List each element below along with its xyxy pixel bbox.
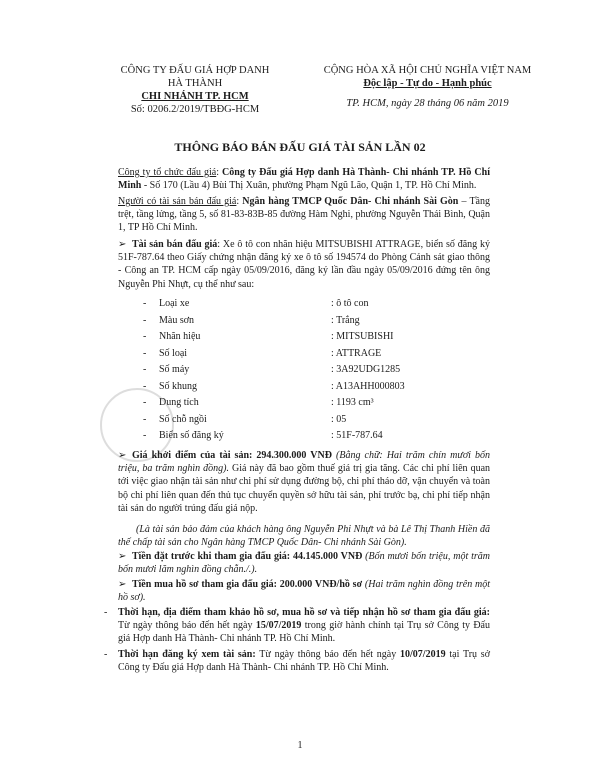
spec-row: - Nhãn hiệu : MITSUBISHI xyxy=(143,329,443,346)
document-date: TP. HCM, ngày 28 tháng 06 năm 2019 xyxy=(346,98,509,109)
deposit-paragraph xyxy=(118,550,490,576)
org-name: Công ty Đấu giá Hợp danh Hà Thành- Chi nhánh TP. Hồ Chí Minh xyxy=(118,167,490,192)
national-title: CỘNG HÒA XÃ HỘI CHỦ NGHĨA VIỆT NAM xyxy=(323,65,532,76)
company-header xyxy=(120,64,270,116)
spec-row: - Dung tích : 1193 cm³ xyxy=(143,395,443,412)
time-place-label: Thời hạn, địa điểm tham khảo hồ sơ, mua hồ sơ và tiếp nhận hồ sơ tham gia đấu giá: xyxy=(118,607,490,618)
owner-paragraph: Người có tài sản bán đấu giá: Ngân hàng TMCP Quốc Dân- Chi nhánh Sài Gòn – Tầng trệt, tầng lửng, tầng 5, số 81-83-83B-85 đường Hàm Nghi, phường Nguyễn Thái Bình, Quận 1, TP Hồ Chí Minh. xyxy=(118,196,490,234)
spec-value: : 05 xyxy=(331,413,347,425)
dossier-fee-paragraph xyxy=(118,578,490,604)
spec-row: - Số máy : 3A92UDG1285 xyxy=(143,362,443,379)
registration-date: 10/07/2019 xyxy=(400,649,446,660)
start-price-label: Giá khởi điểm của tài sản: 294.300.000 VNĐ xyxy=(132,450,332,461)
time-place-text2: trong giờ hành chính tại Trụ sở Công ty Đấu giá Hợp danh Hà Thành- Chi nhánh TP. Hồ Chí Minh. xyxy=(118,620,490,645)
registration-text2: tại Trụ sở Công ty Đấu giá Hợp danh Hà Thành- Chi nhánh TP. Hồ Chí Minh. xyxy=(118,649,490,674)
dash-bullet: - xyxy=(104,649,108,660)
spec-label: Số máy xyxy=(159,364,190,375)
spec-value: : ô tô con xyxy=(331,298,369,309)
owner-label: Người có tài sản bán đấu giá xyxy=(118,196,237,207)
arrow-bullet-icon: ➢ xyxy=(118,551,127,562)
arrow-bullet-icon: ➢ xyxy=(118,450,127,461)
spec-label: Số loại xyxy=(159,347,188,359)
start-price-paragraph xyxy=(118,449,490,515)
deposit-words: (Bốn mươi bốn triệu, một trăm bốn mươi lăm nghìn đồng chẵn./.). xyxy=(118,551,490,576)
spec-value: : 1193 cm³ xyxy=(331,397,374,408)
org-label: Công ty tổ chức đấu giá xyxy=(118,167,217,178)
page-number: 1 xyxy=(297,740,303,751)
spec-row: - Số loại : ATTRAGE xyxy=(143,346,443,363)
owner-address: – Tầng trệt, tầng lửng, tầng 5, số 81-83-83B-85 đường Hàm Nghi, phường Nguyễn Thái Bình, Quận 1, TP Hồ Chí Minh. xyxy=(118,196,490,234)
national-motto: Độc lập - Tự do - Hạnh phúc xyxy=(363,78,492,89)
time-place-text1: Từ ngày thông báo đến hết ngày xyxy=(118,620,256,632)
dash-bullet: - xyxy=(104,607,108,618)
spec-row: - Loại xe : ô tô con xyxy=(143,296,443,313)
time-place-paragraph xyxy=(104,606,490,646)
spec-label: Nhãn hiệu xyxy=(159,331,201,342)
spec-value: : MITSUBISHI xyxy=(331,331,394,342)
org-address: - Số 170 (Lầu 4) Bùi Thị Xuân, phường Phạm Ngũ Lão, Quận 1, TP. Hồ Chí Minh. xyxy=(141,180,477,192)
spec-value: : 3A92UDG1285 xyxy=(331,364,401,375)
arrow-bullet-icon: ➢ xyxy=(118,239,127,250)
spec-row: - Số chỗ ngồi : 05 xyxy=(143,412,443,429)
start-price-text: Giá này đã bao gồm thuế giá trị gia tăng. Các chi phí liên quan tới việc giao nhận tài sản như chi phí sử dụng đường bộ, chi phí tháo dỡ, vận chuyển và toàn bộ chi phí liên quan đến thủ tục chuyển quyền sở hữu tài sản, phí trước bạ, chi phí tiếp nhận tài sản do người trúng đấu giá nộp. xyxy=(118,463,491,514)
arrow-bullet-icon: ➢ xyxy=(118,579,127,590)
start-price-words: (Bằng chữ: Hai trăm chín mươi bốn triệu, ba trăm nghìn đồng). xyxy=(118,450,491,475)
deposit-label: Tiền đặt trước khi tham gia đấu giá: 44.145.000 VNĐ xyxy=(132,551,363,562)
document-title: THÔNG BÁO BÁN ĐẤU GIÁ TÀI SẢN LẦN 02 xyxy=(174,140,426,154)
spec-label: Số khung xyxy=(159,380,198,392)
company-name-line2: HÀ THÀNH xyxy=(167,78,223,89)
specs-list xyxy=(143,296,443,445)
asset-label: Tài sản bán đấu giá xyxy=(132,239,218,250)
spec-label: Dung tích xyxy=(159,397,199,408)
spec-value: : A13AHH000803 xyxy=(331,380,405,392)
spec-label: Loại xe xyxy=(159,298,190,309)
registration-label: Thời hạn đăng ký xem tài sản: xyxy=(118,649,256,660)
spec-value: : Trắng xyxy=(331,314,360,326)
spec-value: : ATTRAGE xyxy=(331,347,382,359)
registration-paragraph xyxy=(104,648,490,674)
note-paragraph: (Là tài sản bảo đảm của khách hàng ông Nguyễn Phi Nhựt và bà Lê Thị Thanh Hiền đã thế chấp tài sản cho Ngân hàng TMCP Quốc Dân- Chi nhánh Sài Gòn). xyxy=(118,524,490,549)
spec-label: Số chỗ ngồi xyxy=(159,413,207,425)
spec-value: : 51F-787.64 xyxy=(331,430,383,441)
asset-paragraph xyxy=(118,238,490,291)
owner-name: Ngân hàng TMCP Quốc Dân- Chi nhánh Sài Gòn xyxy=(242,196,459,207)
registration-text1: Từ ngày thông báo đến hết ngày xyxy=(255,649,401,660)
spec-label: Biển số đăng ký xyxy=(159,430,224,441)
company-name: CÔNG TY ĐẤU GIÁ HỢP DANH xyxy=(120,65,270,76)
branch-name: CHI NHÁNH TP. HCM xyxy=(141,91,249,102)
dossier-fee-label: Tiền mua hồ sơ tham gia đấu giá: 200.000 VNĐ/hồ sơ xyxy=(132,579,363,590)
spec-row: - Màu sơn : Trắng xyxy=(143,313,443,330)
national-header xyxy=(310,64,545,110)
asset-text: : Xe ô tô con nhãn hiệu MITSUBISHI ATTRAGE, biển số đăng ký 51F-787.64 theo Giấy chứng nhận đăng ký xe ô tô số 194574 do Phòng Cảnh sát giao thông - Công an TP. HCM cấp ngày 05/09/2016, đăng ký lần đầu ngày 05/09/2016 đứng tên ông Nguyễn Phi Nhựt, cụ thể như sau: xyxy=(118,239,490,290)
dossier-fee-words: (Hai trăm nghìn đồng trên một hồ sơ). xyxy=(118,579,490,604)
spec-label: Màu sơn xyxy=(159,314,195,326)
time-place-date: 15/07/2019 xyxy=(255,620,302,632)
org-paragraph: Công ty tổ chức đấu giá: Công ty Đấu giá Hợp danh Hà Thành- Chi nhánh TP. Hồ Chí Minh - Số 170 (Lầu 4) Bùi Thị Xuân, phường Phạm Ngũ Lão, Quận 1, TP. Hồ Chí Minh. xyxy=(118,167,490,192)
document-number: Số: 0206.2/2019/TBĐG-HCM xyxy=(130,104,260,115)
spec-row: - Số khung : A13AHH000803 xyxy=(143,379,443,396)
spec-row: - Biển số đăng ký : 51F-787.64 xyxy=(143,428,443,445)
